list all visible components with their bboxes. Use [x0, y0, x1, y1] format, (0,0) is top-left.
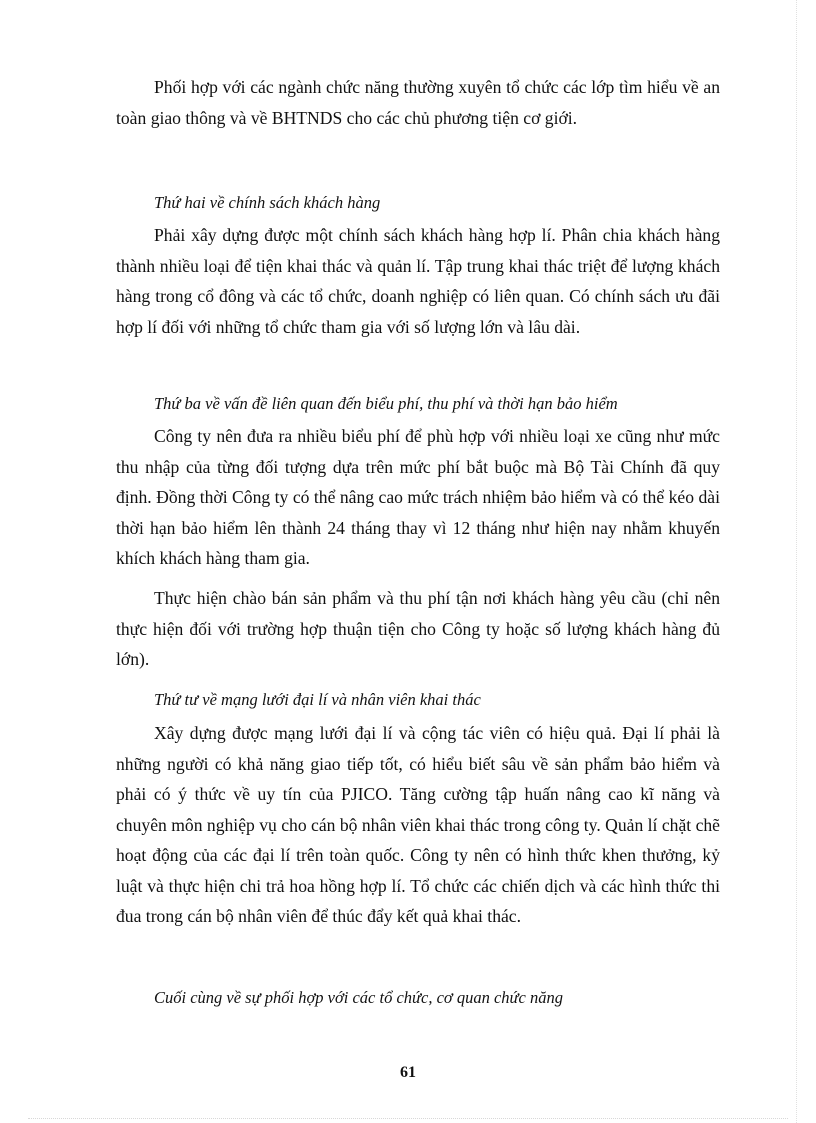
page-number: 61 [400, 1064, 416, 1081]
paragraph-traffic-safety: Phối hợp với các ngành chức năng thường xuyên tổ chức các lớp tìm hiểu về an toàn giao thông và về BHTNDS cho các chủ phương tiện cơ giới. [116, 77, 720, 128]
paragraph-customer-policy: Phải xây dựng được một chính sách khách hàng hợp lí. Phân chia khách hàng thành nhiều loại để tiện khai thác và quản lí. Tập trung khai thác triệt để lượng khách hàng trong cổ đông và các tổ chức, doanh nghiệp có liên quan. Có chính sách ưu đãi hợp lí đối với những tổ chức tham gia với số lượng lớn và lâu dài. [116, 225, 720, 337]
heading-premium-terms: Thứ ba về vấn đề liên quan đến biểu phí, thu phí và thời hạn bảo hiểm [154, 394, 618, 413]
paragraph-premium-schedule: Công ty nên đưa ra nhiều biểu phí để phù hợp với nhiều loại xe cũng như mức thu nhập của từng đối tượng dựa trên mức phí bắt buộc mà Bộ Tài Chính đã quy định. Đồng thời Công ty có thể nâng cao mức trách nhiệm bảo hiểm và có thể kéo dài thời hạn bảo hiểm lên thành 24 tháng thay vì 12 tháng như hiện nay nhằm khuyến khích khách hàng tham gia. [116, 426, 720, 568]
heading-agent-network: Thứ tư về mạng lưới đại lí và nhân viên khai thác [154, 690, 481, 709]
paragraph-onsite-sales: Thực hiện chào bán sản phẩm và thu phí tận nơi khách hàng yêu cầu (chỉ nên thực hiện đối với trường hợp thuận tiện cho Công ty hoặc số lượng khách hàng đủ lớn). [116, 588, 720, 669]
heading-coordination: Cuối cùng về sự phối hợp với các tổ chức, cơ quan chức năng [154, 988, 563, 1007]
margin-divider [796, 0, 797, 1123]
paragraph-agent-network: Xây dựng được mạng lưới đại lí và cộng tác viên có hiệu quả. Đại lí phải là những người có khả năng giao tiếp tốt, có hiểu biết sâu về sản phẩm bảo hiểm và phải có ý thức về uy tín của PJICO. Tăng cường tập huấn nâng cao kĩ năng và chuyên môn nghiệp vụ cho cán bộ nhân viên khai thác trong công ty. Quản lí chặt chẽ hoạt động của các đại lí trên toàn quốc. Công ty nên có hình thức khen thưởng, kỷ luật và thực hiện chi trả hoa hồng hợp lí. Tổ chức các chiến dịch và các hình thức thi đua trong cán bộ nhân viên để thúc đẩy kết quả khai thác. [116, 723, 720, 926]
heading-customer-policy: Thứ hai về chính sách khách hàng [154, 193, 381, 212]
footer-divider [28, 1118, 788, 1119]
